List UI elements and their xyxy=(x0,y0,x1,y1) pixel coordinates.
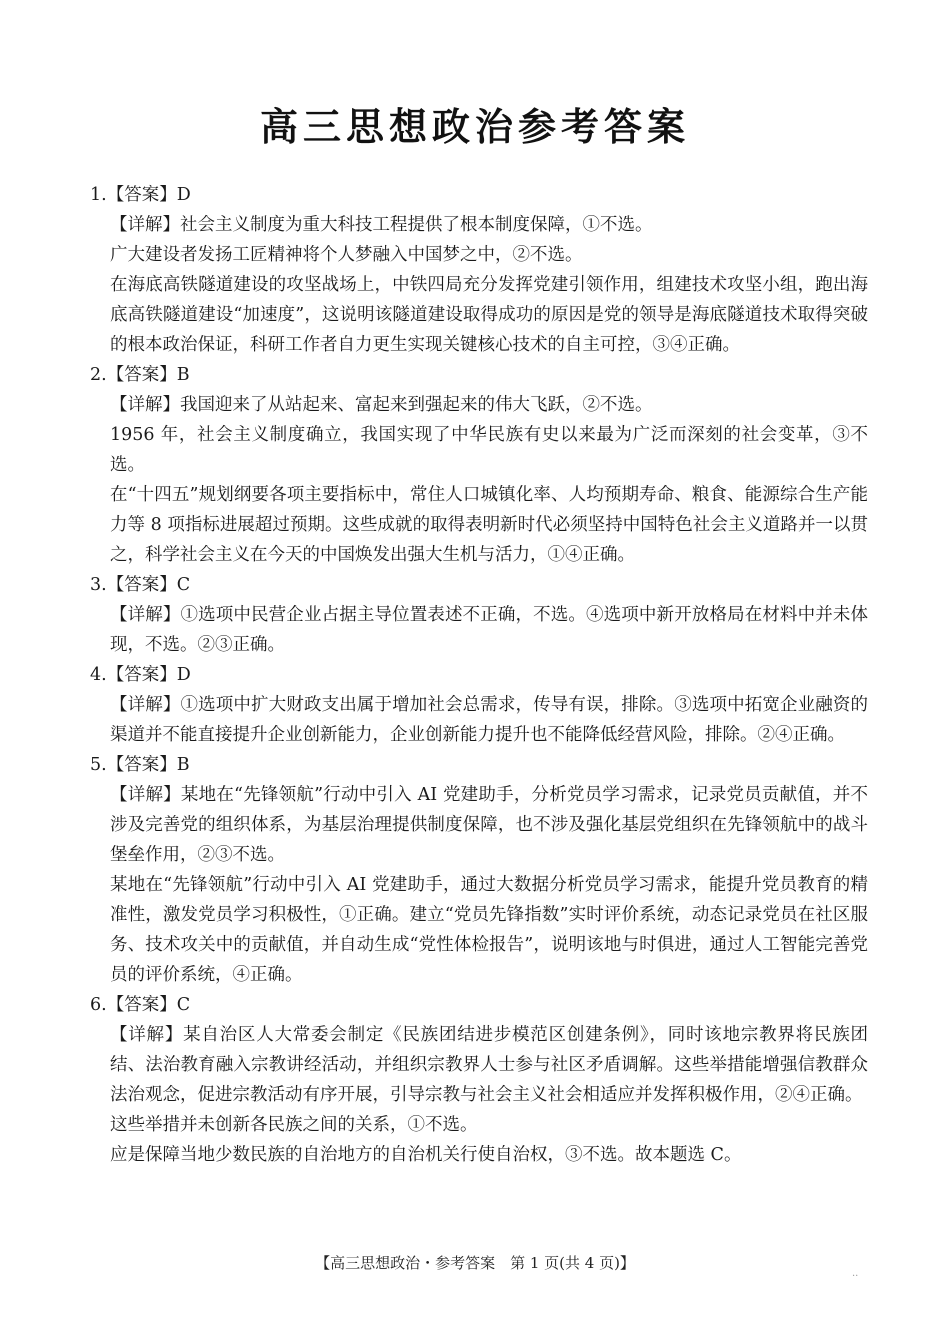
answer-line: 4.【答案】D xyxy=(90,665,191,685)
explanation-paragraph: 这些举措并未创新各民族之间的关系，①不选。 xyxy=(110,1115,478,1135)
answer-list xyxy=(86,180,868,1170)
question-block-1 xyxy=(86,180,868,360)
explanation-paragraph: 广大建设者发扬工匠精神将个人梦融入中国梦之中，②不选。 xyxy=(110,245,583,265)
question-block-5 xyxy=(86,750,868,990)
answer-line: 1.【答案】D xyxy=(90,185,191,205)
explanation-paragraph: 【详解】①选项中民营企业占据主导位置表述不正确，不选。④选项中新开放格局在材料中并未体现，不选。②③正确。 xyxy=(110,605,868,655)
explanation-paragraph: 【详解】某地在“先锋领航”行动中引入 AI 党建助手，分析党员学习需求，记录党员贡献值，并不涉及完善党的组织体系，为基层治理提供制度保障，也不涉及强化基层党组织在先锋领航中的战斗堡垒作用，②③不选。 xyxy=(110,785,868,865)
explanation-paragraph: 【详解】某自治区人大常委会制定《民族团结进步模范区创建条例》，同时该地宗教界将民族团结、法治教育融入宗教讲经活动，并组织宗教界人士参与社区矛盾调解。这些举措能增强信教群众法治观念，促进宗教活动有序开展，引导宗教与社会主义社会相适应并发挥积极作用，②④正确。 xyxy=(110,1025,868,1105)
question-block-2 xyxy=(86,360,868,570)
explanation-paragraph: 某地在“先锋领航”行动中引入 AI 党建助手，通过大数据分析党员学习需求，能提升党员教育的精准性，激发党员学习积极性，①正确。建立“党员先锋指数”实时评价系统，动态记录党员在社区服务、技术攻关中的贡献值，并自动生成“党性体检报告”，说明该地与时俱进，通过人工智能完善党员的评价系统，④正确。 xyxy=(110,875,868,985)
explanation-paragraph: 【详解】我国迎来了从站起来、富起来到强起来的伟大飞跃，②不选。 xyxy=(110,395,653,415)
explanation-paragraph: 【详解】社会主义制度为重大科技工程提供了根本制度保障，①不选。 xyxy=(110,215,653,235)
page-title: 高三思想政治参考答案 xyxy=(259,104,690,149)
question-block-4 xyxy=(86,660,868,750)
answer-line: 6.【答案】C xyxy=(90,995,191,1015)
corner-mark: .. xyxy=(852,1268,859,1279)
answer-line: 5.【答案】B xyxy=(90,755,190,775)
answer-line: 2.【答案】B xyxy=(90,365,190,385)
explanation-paragraph: 【详解】①选项中扩大财政支出属于增加社会总需求，传导有误，排除。③选项中拓宽企业融资的渠道并不能直接提升企业创新能力，企业创新能力提升也不能降低经营风险，排除。②④正确。 xyxy=(110,695,868,745)
question-block-3 xyxy=(86,570,868,660)
explanation-paragraph: 在“十四五”规划纲要各项主要指标中，常住人口城镇化率、人均预期寿命、粮食、能源综合生产能力等 8 项指标进展超过预期。这些成就的取得表明新时代必须坚持中国特色社会主义道路并一以贯之，科学社会主义在今天的中国焕发出强大生机与活力，①④正确。 xyxy=(110,485,868,565)
question-block-6 xyxy=(86,990,868,1170)
explanation-paragraph: 在海底高铁隧道建设的攻坚战场上，中铁四局充分发挥党建引领作用，组建技术攻坚小组，跑出海底高铁隧道建设“加速度”，这说明该隧道建设取得成功的原因是党的领导是海底隧道技术取得突破的根本政治保证，科研工作者自力更生实现关键核心技术的自主可控，③④正确。 xyxy=(110,275,868,355)
page-footer: 【高三思想政治・参考答案 第 1 页(共 4 页)】 xyxy=(315,1254,635,1272)
explanation-paragraph: 1956 年，社会主义制度确立，我国实现了中华民族有史以来最为广泛而深刻的社会变革，③不选。 xyxy=(110,425,868,475)
explanation-paragraph: 应是保障当地少数民族的自治地方的自治机关行使自治权，③不选。故本题选 C。 xyxy=(110,1145,742,1165)
answer-line: 3.【答案】C xyxy=(90,575,191,595)
